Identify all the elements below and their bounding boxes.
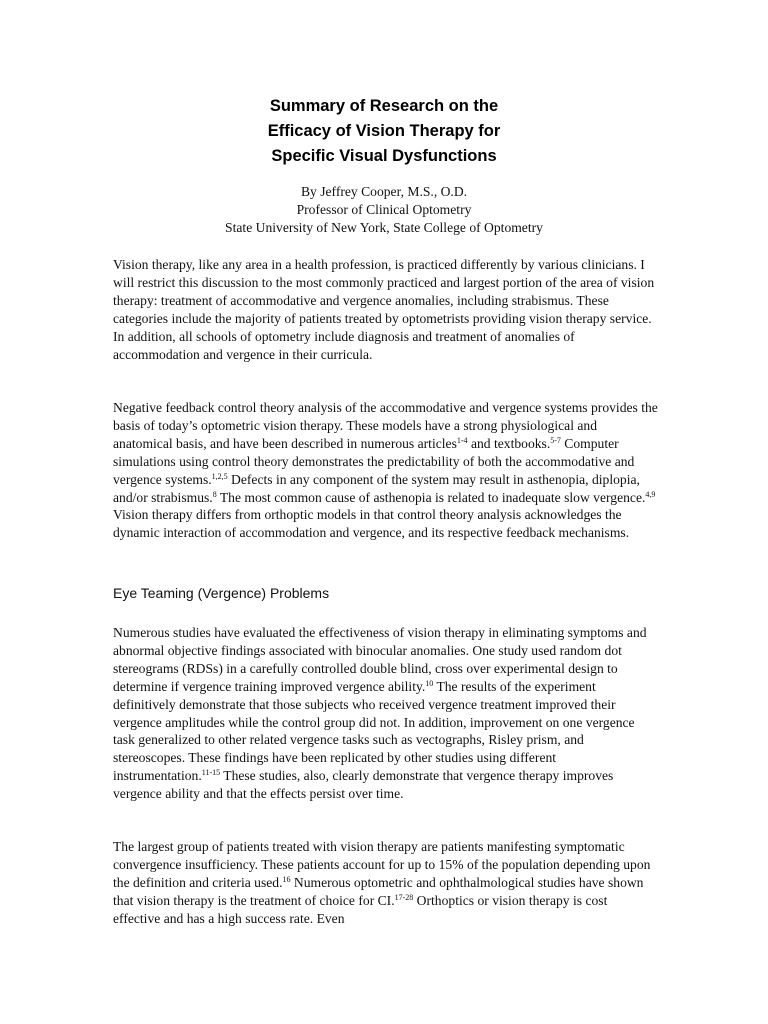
text-run: The most common cause of asthenopia is related to inadequate slow vergence. xyxy=(216,489,646,505)
paragraph-convergence-insufficiency xyxy=(113,838,658,928)
paragraph-intro xyxy=(113,256,658,363)
text-run: Defects in any component of the system may result in asthenopia, diplopia, and/or strabismus. xyxy=(113,471,640,505)
author-title: Professor of Clinical Optometry xyxy=(296,202,472,217)
citation: 10 xyxy=(425,678,434,688)
citation: 8 xyxy=(212,489,217,499)
text-run: The results of the experiment definitively demonstrate that those subjects who received vergence treatment improved their vergence amplitudes while the control group did not. In addition, improvement on one vergence task generalized to other related vergence tasks such as vectographs, Risley prism, and stereoscopes. These findings have been replicated by other studies using different instrumentation. xyxy=(113,678,635,784)
text-run: These studies, also, clearly demonstrate that vergence therapy improves vergence ability and that the effects persist over time. xyxy=(113,768,614,802)
text-run: Computer simulations using control theory demonstrates the predictability of both the accommodative and vergence systems. xyxy=(113,435,635,487)
citation: 1-4 xyxy=(456,435,468,445)
author-institution: State University of New York, State College of Optometry xyxy=(225,220,543,235)
text-run: and textbooks. xyxy=(467,435,551,451)
author-byline xyxy=(0,183,768,237)
title-line: Efficacy of Vision Therapy for xyxy=(267,122,501,140)
citation: 17-28 xyxy=(394,892,414,902)
citation: 5-7 xyxy=(550,435,561,445)
paragraph-text: Vision therapy, like any area in a health profession, is practiced differently by various clinicians. I will restrict this discussion to the most commonly practiced and largest portion of the area of vision therapy: treatment of accommodative and vergence anomalies, including strabismus. These categories include the majority of patients treated by optometrists providing vision therapy service. In addition, all schools of optometry include diagnosis and treatment of anomalies of accommodation and vergence in their curricula. xyxy=(113,257,655,362)
author-name: By Jeffrey Cooper, M.S., O.D. xyxy=(300,184,468,199)
document-title xyxy=(0,94,768,169)
title-line: Specific Visual Dysfunctions xyxy=(271,147,497,165)
paragraph-control-theory xyxy=(113,399,658,542)
citation: 16 xyxy=(282,874,291,884)
citation: 4,9 xyxy=(645,489,656,499)
text-run: Numerous studies have evaluated the effectiveness of vision therapy in eliminating symptoms and abnormal objective findings associated with binocular anomalies. One study used random dot stereograms (RDSs) in a carefully controlled double blind, cross over experimental design to determine if vergence training improved vergence ability. xyxy=(113,625,647,694)
text-run: Vision therapy differs from orthoptic models in that control theory analysis acknowledges the dynamic interaction of accommodation and vergence, and its respective feedback mechanisms. xyxy=(113,507,630,541)
paragraph-vergence-studies xyxy=(113,624,658,803)
citation: 1,2,5 xyxy=(211,471,228,481)
text-run: Orthoptics or vision therapy is cost effective and has a high success rate. Even xyxy=(113,892,608,926)
text-run: Negative feedback control theory analysis of the accommodative and vergence systems provides the basis of today’s optometric vision therapy. These models have a strong physiological and anatomical basis, and have been described in numerous articles xyxy=(113,400,658,451)
text-run: Numerous optometric and ophthalmological studies have shown that vision therapy is the treatment of choice for CI. xyxy=(113,874,644,908)
citation: 11-15 xyxy=(201,768,221,778)
section-heading: Eye Teaming (Vergence) Problems xyxy=(113,585,330,601)
title-line: Summary of Research on the xyxy=(269,97,499,115)
text-run: The largest group of patients treated with vision therapy are patients manifesting symptomatic convergence insufficiency. These patients account for up to 15% of the population depending upon the definition and criteria used. xyxy=(113,839,651,890)
